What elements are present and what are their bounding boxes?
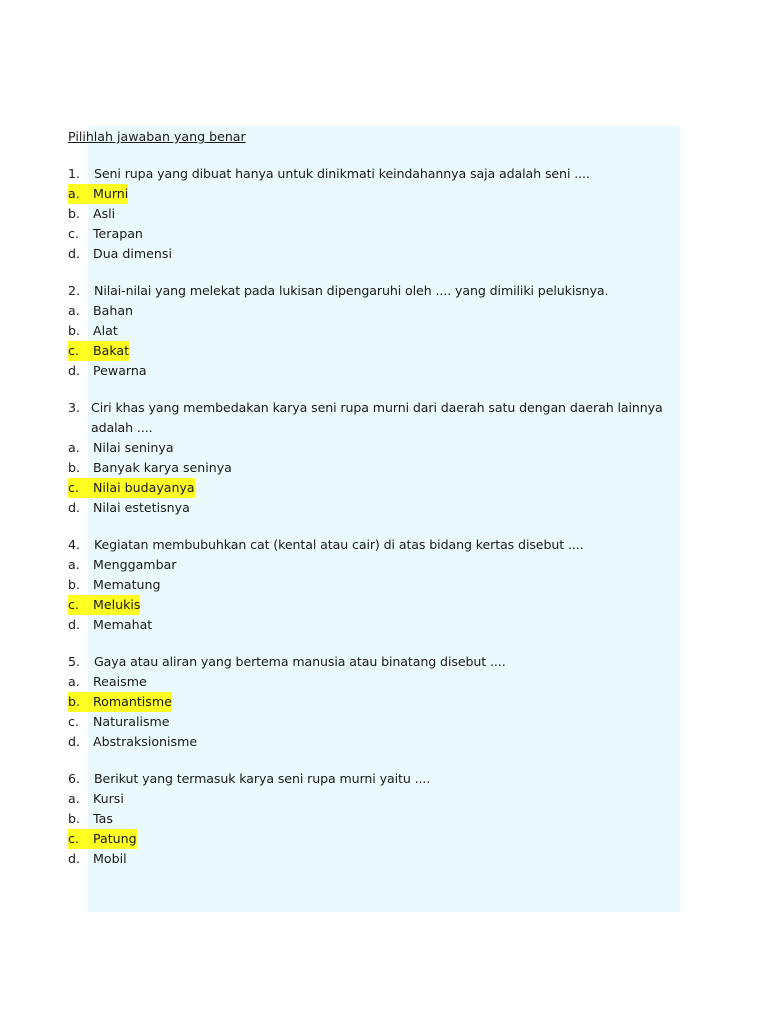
option-letter: c. xyxy=(68,714,79,729)
option-letter: b. xyxy=(68,811,80,826)
option-a xyxy=(68,789,680,809)
option-b xyxy=(68,575,680,595)
option-letter: c. xyxy=(68,480,79,495)
option-letter: b. xyxy=(68,206,80,221)
question-text: Berikut yang termasuk karya seni rupa murni yaitu .... xyxy=(94,771,431,786)
option-text: Mematung xyxy=(93,577,161,592)
option-letter: a. xyxy=(68,440,80,455)
question-4 xyxy=(68,535,680,635)
option-d xyxy=(68,732,680,752)
question-6 xyxy=(68,769,680,869)
option-b xyxy=(68,321,680,341)
option-letter: d. xyxy=(68,363,80,378)
option-letter: c. xyxy=(68,226,79,241)
option-text: Pewarna xyxy=(93,363,147,378)
option-letter: d. xyxy=(68,246,80,261)
option-letter: b. xyxy=(68,323,80,338)
option-text: Romantisme xyxy=(93,694,172,709)
question-text: Ciri khas yang membedakan karya seni rupa murni dari daerah satu dengan daerah lainnya adalah .... xyxy=(91,400,663,435)
option-text: Nilai seninya xyxy=(93,440,174,455)
option-b xyxy=(68,204,680,224)
option-text: Reaisme xyxy=(93,674,147,689)
option-text: Mobil xyxy=(93,851,127,866)
option-b xyxy=(68,809,680,829)
question-text: Gaya atau aliran yang bertema manusia atau binatang disebut .... xyxy=(94,654,506,669)
option-text: Nilai budayanya xyxy=(93,480,195,495)
option-c xyxy=(68,478,680,498)
option-text: Tas xyxy=(93,811,113,826)
option-text: Kursi xyxy=(93,791,124,806)
option-letter: b. xyxy=(68,460,80,475)
option-letter: c. xyxy=(68,343,79,358)
option-text: Terapan xyxy=(93,226,143,241)
option-c xyxy=(68,224,680,244)
option-letter: b. xyxy=(68,694,80,709)
option-text: Nilai estetisnya xyxy=(93,500,190,515)
option-letter: a. xyxy=(68,186,80,201)
option-text: Memahat xyxy=(93,617,153,632)
option-c xyxy=(68,595,680,615)
question-text: Nilai-nilai yang melekat pada lukisan dipengaruhi oleh .... yang dimiliki pelukisnya. xyxy=(94,283,609,298)
question-number: 1. xyxy=(68,166,81,181)
option-text: Banyak karya seninya xyxy=(93,460,232,475)
option-d xyxy=(68,361,680,381)
option-a xyxy=(68,672,680,692)
question-2 xyxy=(68,281,680,381)
quiz-content xyxy=(68,126,680,869)
option-letter: d. xyxy=(68,500,80,515)
option-letter: d. xyxy=(68,734,80,749)
question-number: 5. xyxy=(68,654,81,669)
question-number: 6. xyxy=(68,771,81,786)
question-number: 3. xyxy=(68,400,81,415)
option-text: Asli xyxy=(93,206,116,221)
option-text: Murni xyxy=(93,186,129,201)
option-text: Naturalisme xyxy=(93,714,170,729)
option-a xyxy=(68,301,680,321)
option-a xyxy=(68,184,680,204)
question-3 xyxy=(68,398,680,518)
question-text: Seni rupa yang dibuat hanya untuk dinikmati keindahannya saja adalah seni .... xyxy=(94,166,590,181)
option-letter: a. xyxy=(68,791,80,806)
question-number: 2. xyxy=(68,283,81,298)
option-letter: a. xyxy=(68,557,80,572)
option-d xyxy=(68,498,680,518)
option-text: Abstraksionisme xyxy=(93,734,198,749)
option-c xyxy=(68,829,680,849)
option-letter: c. xyxy=(68,831,79,846)
option-text: Bakat xyxy=(93,343,130,358)
option-a xyxy=(68,438,680,458)
question-text: Kegiatan membubuhkan cat (kental atau cair) di atas bidang kertas disebut .... xyxy=(94,537,584,552)
option-a xyxy=(68,555,680,575)
option-letter: d. xyxy=(68,851,80,866)
option-d xyxy=(68,849,680,869)
option-text: Dua dimensi xyxy=(93,246,172,261)
question-5 xyxy=(68,652,680,752)
option-letter: d. xyxy=(68,617,80,632)
question-1 xyxy=(68,164,680,264)
option-text: Alat xyxy=(93,323,118,338)
option-letter: b. xyxy=(68,577,80,592)
option-text: Melukis xyxy=(93,597,141,612)
option-letter: a. xyxy=(68,303,80,318)
option-d xyxy=(68,615,680,635)
instruction-heading: Pilihlah jawaban yang benar xyxy=(68,129,246,144)
option-b xyxy=(68,458,680,478)
option-c xyxy=(68,341,680,361)
option-text: Bahan xyxy=(93,303,134,318)
option-b xyxy=(68,692,680,712)
option-text: Patung xyxy=(93,831,137,846)
question-number: 4. xyxy=(68,537,81,552)
option-d xyxy=(68,244,680,264)
option-text: Menggambar xyxy=(93,557,177,572)
option-letter: a. xyxy=(68,674,80,689)
option-c xyxy=(68,712,680,732)
option-letter: c. xyxy=(68,597,79,612)
